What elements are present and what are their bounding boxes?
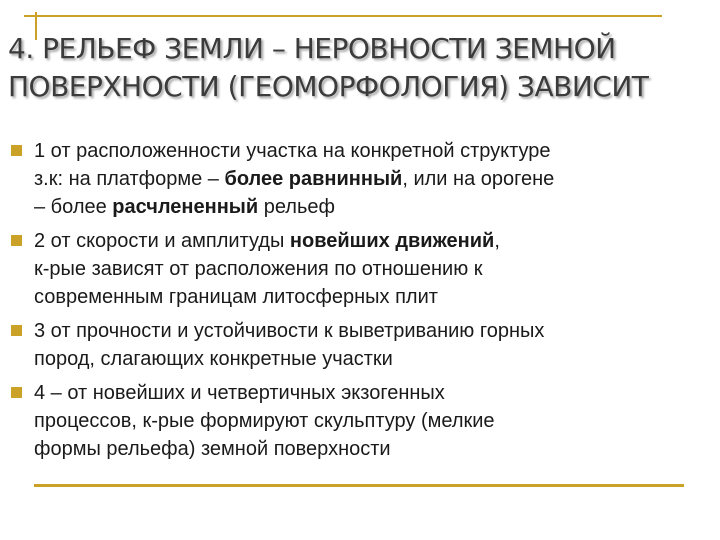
bullet-list bbox=[0, 137, 720, 469]
bullet-2-text: , bbox=[494, 230, 500, 252]
bullet-2-line-3: современным границам литосферных плит bbox=[34, 286, 438, 308]
bottom-divider bbox=[34, 484, 684, 487]
bullet-1-emphasis: более равнинный bbox=[224, 168, 403, 190]
bullet-3-line-2: пород, слагающих конкретные участки bbox=[34, 348, 393, 370]
bullet-4-line-1: 4 – от новейших и четвертичных экзогенных bbox=[34, 382, 445, 404]
bullet-1-text: з.к: на платформе – bbox=[34, 168, 225, 190]
bullet-1-line-1: 1 от расположенности участка на конкретной структуре bbox=[34, 140, 551, 162]
bullet-2-line-2: к-рые зависят от расположения по отношению к bbox=[34, 258, 483, 280]
bullet-4-line-3: формы рельефа) земной поверхности bbox=[34, 438, 391, 460]
square-bullet-icon bbox=[11, 235, 22, 246]
bullet-item-2 bbox=[0, 227, 720, 311]
slide-title-line-2: ПОВЕРХНОСТИ (ГЕОМОРФОЛОГИЯ) ЗАВИСИТ bbox=[8, 70, 649, 103]
bullet-item-4 bbox=[0, 379, 720, 463]
bullet-item-3 bbox=[0, 317, 720, 373]
square-bullet-icon bbox=[11, 325, 22, 336]
bullet-1-line-3 bbox=[34, 193, 720, 221]
bullet-1-text: – более bbox=[34, 196, 113, 218]
bullet-1-emphasis: расчлененный bbox=[112, 196, 259, 218]
slide-title-line-1: 4. РЕЛЬЕФ ЗЕМЛИ – НЕРОВНОСТИ ЗЕМНОЙ bbox=[8, 32, 616, 65]
square-bullet-icon bbox=[11, 145, 22, 156]
bullet-item-1 bbox=[0, 137, 720, 221]
bullet-1-text: рельеф bbox=[258, 196, 335, 218]
bullet-1-line-2 bbox=[34, 165, 720, 193]
square-bullet-icon bbox=[11, 387, 22, 398]
top-divider bbox=[24, 15, 662, 17]
bullet-4-line-2: процессов, к-рые формируют скульптуру (мелкие bbox=[34, 410, 495, 432]
bullet-3-line-1: 3 от прочности и устойчивости к выветриванию горных bbox=[34, 320, 545, 342]
bullet-1-text: , или на орогене bbox=[402, 168, 555, 190]
bullet-2-emphasis: новейших движений bbox=[289, 230, 495, 252]
bullet-2-text: 2 от скорости и амплитуды bbox=[34, 230, 290, 252]
bullet-2-line-1 bbox=[34, 227, 720, 255]
slide-title bbox=[8, 30, 712, 106]
